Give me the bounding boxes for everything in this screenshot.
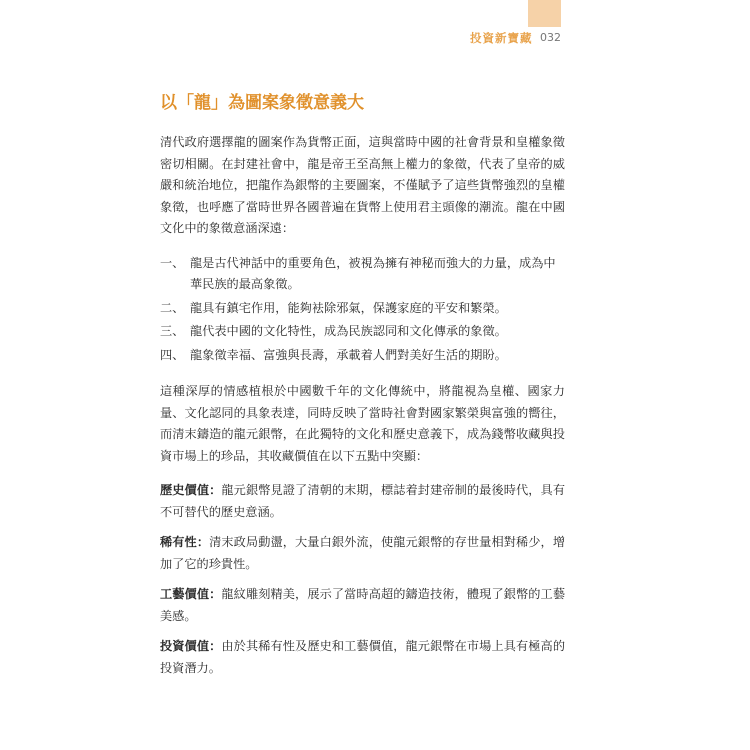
value-label: 稀有性： (160, 535, 210, 549)
value-text: 由於其稀有性及歷史和工藝價值，龍元銀幣在市場上具有極高的投資潛力。 (160, 639, 566, 675)
list-item (160, 345, 565, 367)
running-head: 投資新寶藏 (470, 31, 533, 45)
header-color-tab (528, 0, 561, 27)
value-paragraph-rarity (160, 532, 565, 575)
list-number: 一、 (160, 255, 185, 270)
symbol-meaning-list (160, 253, 565, 367)
intro-paragraph: 清代政府選擇龍的圖案作為貨幣正面，這與當時中國的社會背景和皇權象徵密切相關。在封建社會中，龍是帝王至高無上權力的象徵，代表了皇帝的威嚴和統治地位，把龍作為銀幣的主要圖案，不僅賦予了這些貨幣強烈的皇權象徵，也呼應了當時世界各國普遍在貨幣上使用君主頭像的潮流。龍在中國文化中的象徵意涵深遠： (160, 135, 565, 235)
list-item (160, 253, 565, 296)
list-number: 四、 (160, 347, 185, 362)
list-item-text: 龍是古代神話中的重要角色，被視為擁有神秘而強大的力量，成為中華民族的最高象徵。 (190, 255, 556, 291)
value-paragraph-craft (160, 584, 565, 627)
value-text: 龍紋雕刻精美，展示了當時高超的鑄造技術，體現了銀幣的工藝美感。 (160, 587, 566, 623)
value-label: 歷史價值： (160, 483, 222, 497)
list-item-text: 龍象徵幸福、富強與長壽，承載着人們對美好生活的期盼。 (190, 347, 507, 362)
page-number: 032 (540, 31, 561, 44)
page-content (160, 90, 565, 688)
value-label: 投資價值： (160, 639, 222, 653)
section-title: 以「龍」為圖案象徵意義大 (160, 93, 364, 113)
list-number: 三、 (160, 324, 185, 338)
list-item-text: 龍具有鎮宅作用，能夠袪除邪氣，保護家庭的平安和繁榮。 (190, 300, 507, 315)
value-paragraph-investment (160, 636, 565, 679)
list-item (160, 298, 565, 320)
list-item-text: 龍代表中國的文化特性，成為民族認同和文化傳承的象徵。 (190, 324, 507, 338)
value-text: 清末政局動盪，大量白銀外流，使龍元銀幣的存世量相對稀少，增加了它的珍貴性。 (160, 535, 566, 571)
body-paragraph: 這種深厚的情感植根於中國數千年的文化傳統中，將龍視為皇權、國家力量、文化認同的具象表達，同時反映了當時社會對國家繁榮與富強的嚮往，而清末鑄造的龍元銀幣，在此獨特的文化和歷史意義下，成為錢幣收藏與投資市場上的珍品，其收藏價值在以下五點中突顯： (160, 384, 565, 463)
value-label: 工藝價值： (160, 587, 222, 601)
value-paragraph-history (160, 480, 565, 523)
list-number: 二、 (160, 300, 185, 315)
list-item (160, 321, 565, 343)
value-text: 龍元銀幣見證了清朝的末期，標誌着封建帝制的最後時代，具有不可替代的歷史意涵。 (160, 483, 566, 519)
